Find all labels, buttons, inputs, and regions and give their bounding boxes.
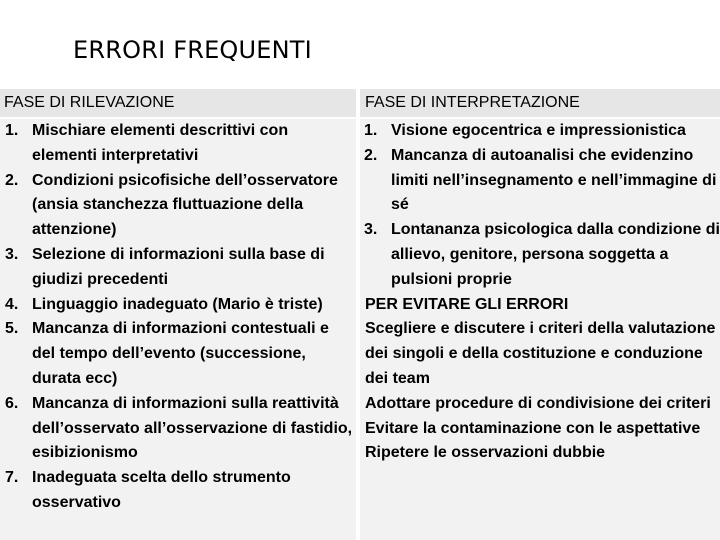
item-number: 2. <box>5 171 19 189</box>
item-text: Mancanza di informazioni contestuali e del tempo dell’evento (successione, durata ecc) <box>32 320 329 387</box>
item-number: 1. <box>364 122 378 139</box>
note-text: Ripetere le osservazioni dubbie <box>365 444 606 462</box>
item-number: 6. <box>5 394 19 412</box>
interpretazione-cell <box>360 119 720 540</box>
list-item <box>5 169 356 243</box>
item-text: Mischiare elementi descrittivi con elementi interpretativi <box>32 122 289 164</box>
note-text: Scegliere e discutere i criteri della valutazione dei singoli e della costituzione e conduzione dei team <box>365 320 716 387</box>
list-item <box>5 317 356 391</box>
page-title: ERRORI FREQUENTI <box>73 36 312 64</box>
rilevazione-list <box>0 119 356 516</box>
column-header-rilevazione: FASE DI RILEVAZIONE <box>0 89 356 117</box>
interpretazione-list <box>360 119 720 293</box>
avoid-errors-section <box>360 293 720 467</box>
list-item <box>5 392 356 466</box>
item-number: 3. <box>5 245 19 263</box>
item-text: Inadeguata scelta dello strumento osservativo <box>32 469 291 511</box>
item-number: 5. <box>5 320 19 338</box>
list-item <box>5 466 356 516</box>
list-item <box>364 119 720 144</box>
item-text: Mancanza di autoanalisi che evidenzino limiti nell’insegnamento e nell’immagine di sé <box>391 146 717 214</box>
item-number: 1. <box>5 122 19 139</box>
item-text: Lontananza psicologica dalla condizione di allievo, genitore, persona soggetta a pulsioni proprie <box>391 221 720 288</box>
errors-table <box>0 89 720 540</box>
item-text: Condizioni psicofisiche dell’osservatore (ansia stanchezza fluttuazione della attenzione) <box>32 171 338 239</box>
item-text: Selezione di informazioni sulla base di giudizi precedenti <box>32 245 325 288</box>
note-text: Adottare procedure di condivisione dei criteri <box>365 394 711 412</box>
item-number: 4. <box>5 295 19 313</box>
list-item <box>5 293 356 318</box>
list-item <box>5 119 356 169</box>
list-item <box>364 144 720 218</box>
section-heading: PER EVITARE GLI ERRORI <box>365 295 569 313</box>
item-number: 7. <box>5 469 19 487</box>
list-item <box>364 218 720 292</box>
item-number: 3. <box>364 221 378 239</box>
list-item <box>5 243 356 293</box>
note-text: Evitare la contaminazione con le aspettative <box>365 419 701 437</box>
rilevazione-cell <box>0 119 356 540</box>
item-text: Visione egocentrica e impressionistica <box>391 122 686 139</box>
item-number: 2. <box>364 146 378 164</box>
column-header-interpretazione: FASE DI INTERPRETAZIONE <box>360 89 720 117</box>
item-text: Mancanza di informazioni sulla reattività dell’osservato all’osservazione di fastidio, esibizionismo <box>32 394 353 462</box>
item-text: Linguaggio inadeguato (Mario è triste) <box>32 295 323 313</box>
